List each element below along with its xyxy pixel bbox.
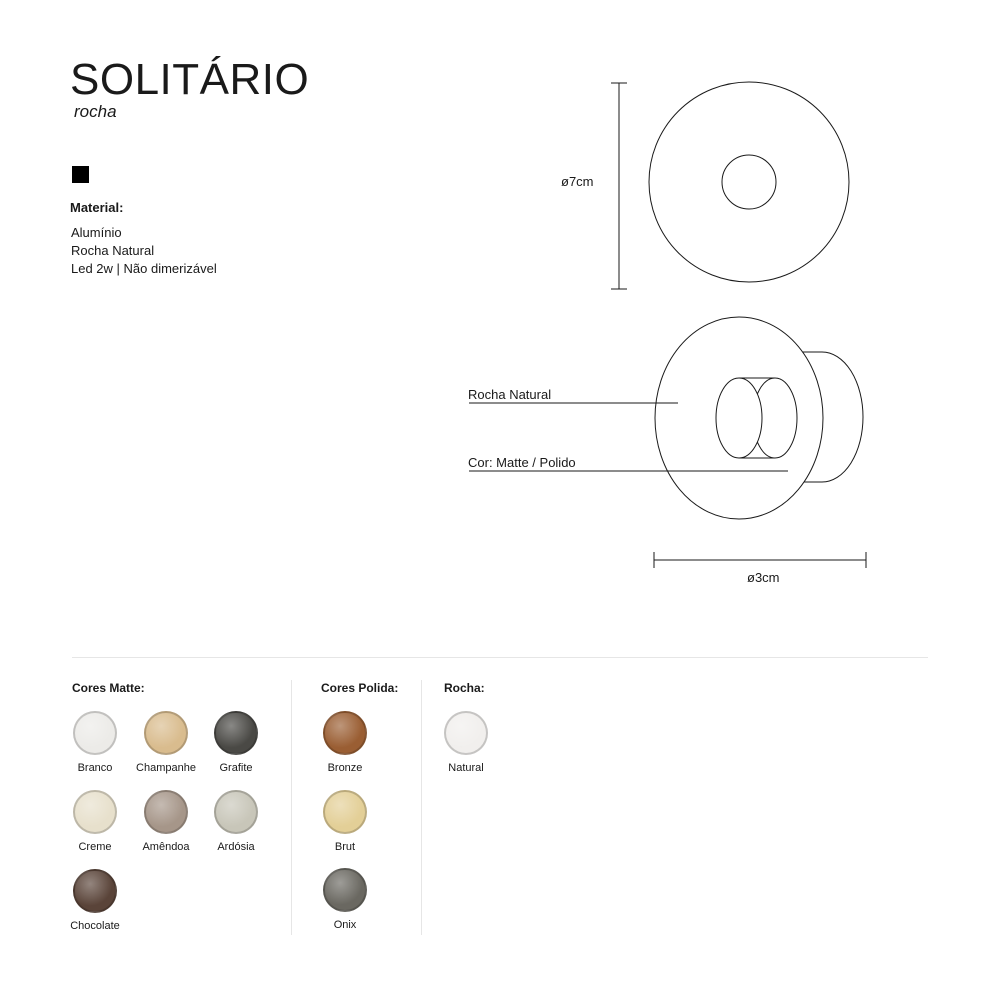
color-swatch-branco[interactable] — [60, 711, 130, 774]
swatch-label: Brut — [334, 841, 356, 853]
color-swatch-amendoa[interactable] — [131, 790, 201, 853]
polished-colors-heading: Cores Polida: — [321, 681, 399, 695]
top-view-outer-circle — [649, 82, 849, 282]
swatch-circle — [323, 711, 367, 755]
top-view-inner-circle — [722, 155, 776, 209]
diameter-label-bottom: ø3cm — [747, 570, 780, 585]
section-divider — [72, 657, 928, 658]
swatch-circle — [73, 869, 117, 913]
callout-color-label: Cor: Matte / Polido — [468, 455, 576, 470]
color-swatch-brut[interactable] — [310, 790, 380, 853]
column-divider — [291, 680, 292, 935]
material-item: Led 2w | Não dimerizável — [71, 261, 217, 276]
stone-colors-heading: Rocha: — [444, 681, 485, 695]
color-swatch-bronze[interactable] — [310, 711, 380, 774]
color-swatch-chocolate[interactable] — [60, 869, 130, 932]
swatch-label: Onix — [333, 919, 357, 931]
callout-stone-label: Rocha Natural — [468, 387, 552, 402]
swatch-circle — [214, 711, 258, 755]
swatch-circle — [323, 868, 367, 912]
material-item: Rocha Natural — [71, 243, 155, 258]
swatch-circle — [73, 790, 117, 834]
color-swatch-creme[interactable] — [60, 790, 130, 853]
swatch-circle — [144, 711, 188, 755]
color-swatch-champanhe[interactable] — [131, 711, 201, 774]
diameter-label-top: ø7cm — [561, 174, 594, 189]
swatch-circle — [214, 790, 258, 834]
stone-knob-front — [716, 378, 762, 458]
swatch-label: Champanhe — [136, 762, 196, 774]
swatch-circle — [323, 790, 367, 834]
product-title: SOLITÁRIO — [70, 55, 310, 104]
swatch-label: Bronze — [327, 762, 363, 774]
color-swatch-natural[interactable] — [431, 711, 501, 774]
material-item: Alumínio — [71, 225, 122, 240]
color-swatch-ardosia[interactable] — [201, 790, 271, 853]
color-swatch-onix[interactable] — [310, 868, 380, 931]
color-swatch-grafite[interactable] — [201, 711, 271, 774]
swatch-label: Chocolate — [70, 920, 120, 932]
swatch-label: Ardósia — [217, 841, 255, 853]
product-subtitle: rocha — [74, 102, 117, 121]
swatch-circle — [73, 711, 117, 755]
swatch-label: Creme — [78, 841, 112, 853]
column-divider — [421, 680, 422, 935]
material-heading: Material: — [70, 200, 124, 215]
swatch-label: Grafite — [219, 762, 253, 774]
swatch-label: Natural — [448, 762, 484, 774]
matte-colors-heading: Cores Matte: — [72, 681, 145, 695]
swatch-circle — [444, 711, 488, 755]
swatch-label: Amêndoa — [142, 841, 190, 853]
swatch-label: Branco — [77, 762, 113, 774]
swatch-circle — [144, 790, 188, 834]
